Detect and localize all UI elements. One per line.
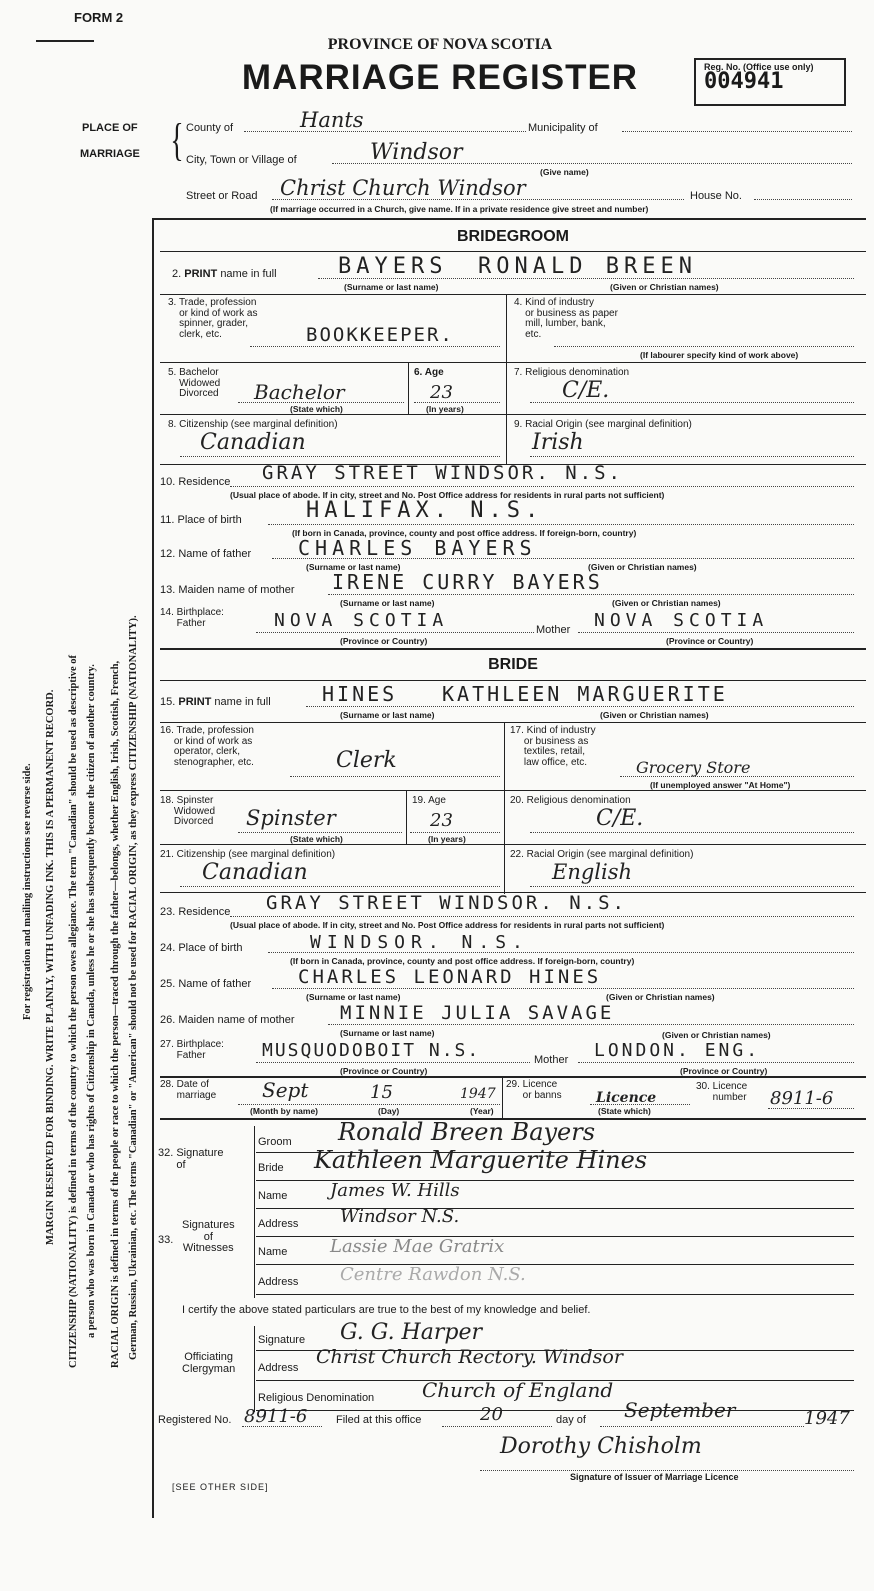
filed-label: Filed at this office [336, 1414, 422, 1426]
groom-vdiv-4 [506, 414, 507, 464]
bride-rule-2 [160, 722, 866, 723]
groom-bp-mother-note: (Province or Country) [666, 636, 754, 646]
groom-status-line [238, 402, 404, 403]
bride-mother-sn-note: (Surname or last name) [340, 1028, 435, 1038]
groom-trade-label: 3. Trade, profession or kind of work as spinner, grader, clerk, etc. [168, 297, 258, 340]
bride-section-title: BRIDE [488, 656, 538, 673]
groom-mother: IRENE CURRY BAYERS [332, 570, 603, 594]
groom-surname: BAYERS [338, 254, 448, 279]
signature-vdiv [254, 1126, 255, 1298]
house-label: House No. [690, 190, 742, 202]
licence-number: 8911-6 [770, 1088, 834, 1109]
groom-vdiv-2 [408, 362, 409, 414]
bride-racial-label: 22. Racial Origin (see marginal definition) [510, 849, 694, 860]
margin-line-2: MARGIN RESERVED FOR BINDING. WRITE PLAINLY, WITH UNFADING INK. THIS IS A PERMANENT RECORD. [45, 689, 56, 1245]
groom-father-label: 12. Name of father [160, 548, 252, 560]
street-value: Christ Church Windsor [280, 176, 526, 200]
bride-bp-mother-note: (Province or Country) [680, 1066, 768, 1076]
groom-signature: Ronald Breen Bayers [338, 1118, 596, 1146]
bride-given-note: (Given or Christian names) [600, 710, 709, 720]
groom-trade: BOOKKEEPER. [306, 324, 454, 346]
clergy-religion-line [256, 1410, 854, 1411]
bride-print-num: 15. [160, 696, 176, 708]
bride-age: 23 [430, 810, 453, 831]
groom-citizenship: Canadian [200, 430, 306, 455]
groom-mother-gn-note: (Given or Christian names) [612, 598, 721, 608]
groom-residence: GRAY STREET WINDSOR. N.S. [262, 462, 623, 484]
licence-number-label: 30. Licence number [696, 1081, 748, 1103]
w2-name: Lassie Mae Gratrix [330, 1236, 505, 1257]
w2-address-label: Address [258, 1276, 299, 1288]
groom-racial: Irish [532, 430, 584, 455]
groom-religion-line [530, 402, 854, 403]
registered-label: Registered No. [158, 1414, 232, 1426]
form-top-border [152, 218, 866, 220]
bride-birth: WINDSOR. N.S. [310, 932, 529, 953]
w1-address: Windsor N.S. [340, 1206, 460, 1227]
groom-status-label: 5. Bachelor Widowed Divorced [168, 367, 221, 399]
form-left-border [152, 218, 154, 1518]
bride-print-label [160, 696, 271, 708]
form-number: FORM 2 [74, 10, 124, 25]
licence-value: Licence [596, 1090, 657, 1106]
bride-citizenship: Canadian [202, 860, 308, 885]
bride-mother: MINNIE JULIA SAVAGE [340, 1002, 615, 1024]
licence-label: 29. Licence or banns [506, 1079, 562, 1101]
bride-residence: GRAY STREET WINDSOR. N.S. [266, 892, 627, 914]
filed-month-line [600, 1426, 804, 1427]
reg-number-box [694, 58, 846, 106]
groom-print-label [172, 268, 277, 280]
margin-line-4: a person who was born in Canada or who has rights of Citizenship in Canada, unless he or she has subsequently become the citizen of another country. [86, 664, 97, 1338]
bride-religion-line [530, 832, 854, 833]
county-label: County of [186, 122, 234, 134]
bride-status: Spinster [246, 806, 336, 830]
bride-father-sn-note: (Surname or last name) [306, 992, 401, 1002]
bride-bp-father-note: (Province or Country) [340, 1066, 428, 1076]
date-label: 28. Date of marriage [160, 1079, 217, 1101]
filed-day: 20 [480, 1404, 503, 1425]
street-note: (If marriage occurred in a Church, give name. If in a private residence give street and number) [270, 204, 649, 214]
bride-rule-4 [160, 844, 866, 845]
bride-father-label: 25. Name of father [160, 978, 252, 990]
county-line [244, 131, 526, 132]
certify-text: I certify the above stated particulars are true to the best of my knowledge and belief. [182, 1304, 591, 1316]
bride-residence-label: 23. Residence [160, 906, 231, 918]
date-line [238, 1104, 500, 1105]
bride-father-line [272, 988, 854, 989]
groom-bp-mother: NOVA SCOTIA [594, 610, 769, 631]
margin-line-1: For registration and mailing instructions see reverse side. [22, 763, 33, 1020]
bride-mother-label: 26. Maiden name of mother [160, 1014, 295, 1026]
bride-citizenship-label: 21. Citizenship (see marginal definition) [160, 849, 336, 860]
witness-label: Signatures of Witnesses [182, 1219, 235, 1255]
groom-mother-sn-note: (Surname or last name) [340, 598, 435, 608]
groom-industry-line [554, 346, 854, 347]
clergy-address-label: Address [258, 1362, 299, 1374]
groom-end-rule [160, 648, 866, 650]
bride-print-bold: PRINT [178, 696, 212, 708]
bride-bp-mother-label: Mother [534, 1054, 569, 1066]
bride-print-rest: name in full [214, 696, 271, 708]
date-day-note: (Day) [378, 1106, 400, 1116]
groom-residence-note: (Usual place of abode. If in city, street and No. Post Office address for residents in rural parts not sufficient) [230, 490, 665, 500]
bride-industry-line [620, 776, 854, 777]
bride-signature: Kathleen Marguerite Hines [314, 1146, 648, 1174]
groom-birth-line [268, 524, 854, 525]
groom-given-note: (Given or Christian names) [610, 282, 719, 292]
w2-name-label: Name [258, 1246, 288, 1258]
city-value: Windsor [370, 140, 463, 165]
signature-label: 32. Signature of [158, 1147, 224, 1171]
w2-address: Centre Rawdon N.S. [340, 1264, 526, 1285]
bride-trade-label: 16. Trade, profession or kind of work as operator, clerk, stenographer, etc. [160, 725, 254, 768]
groom-vdiv-3 [506, 362, 507, 414]
margin-line-6: German, Russian, Ukrainian, etc. The terms "Canadian" or "American" should not be used for RACIAL ORIGIN, as they express CITIZENSHIP (NATIONALITY). [128, 615, 139, 1360]
bride-surname: HINES [322, 682, 398, 706]
bride-religion-label: 20. Religious denomination [510, 795, 631, 806]
groom-bp-father-note: (Province or Country) [340, 636, 428, 646]
margin-line-5: RACIAL ORIGIN is defined in terms of the people or race to which the person—traced through the father—belongs, whether English, Irish, Scottish, French, [110, 660, 121, 1368]
bride-given: KATHLEEN MARGUERITE [442, 682, 728, 706]
bride-industry-label: 17. Kind of industry or business as textiles, retail, law office, etc. [510, 725, 596, 768]
county-value: Hants [300, 108, 364, 132]
licence-number-line [768, 1108, 854, 1109]
licence-note: (State which) [598, 1106, 651, 1116]
clergy-sig-label: Signature [258, 1334, 306, 1346]
reg-number: 004941 [704, 69, 784, 94]
bride-mother-gn-note: (Given or Christian names) [662, 1030, 771, 1040]
bride-name-line [306, 706, 854, 707]
bride-vdiv-3 [504, 790, 505, 844]
house-line [754, 199, 852, 200]
clergy-vdiv [254, 1326, 255, 1412]
bride-age-note: (In years) [428, 834, 466, 844]
see-other-side: [SEE OTHER SIDE] [172, 1482, 269, 1492]
groom-bp-label: 14. Birthplace: Father [160, 607, 224, 629]
groom-surname-note: (Surname or last name) [344, 282, 439, 292]
municipality-line [622, 131, 852, 132]
bride-bp-mother-line [578, 1062, 854, 1063]
groom-bp-mother-line [578, 632, 854, 633]
filed-year: 1947 [804, 1408, 850, 1429]
groom-citizenship-label: 8. Citizenship (see marginal definition) [168, 419, 338, 430]
groom-industry-note: (If labourer specify kind of work above) [640, 350, 799, 360]
issuer-signature: Dorothy Chisholm [500, 1434, 702, 1459]
bride-bp-mother: LONDON. ENG. [594, 1040, 761, 1061]
groom-religion-label: 7. Religious denomination [514, 367, 630, 378]
groom-mother-line [328, 594, 854, 595]
clergy-signature: G. G. Harper [340, 1320, 482, 1345]
groom-religion: C/E. [562, 378, 610, 403]
bride-vdiv-1 [504, 722, 505, 790]
bride-state-note: (State which) [290, 834, 343, 844]
licence-vdiv [502, 1076, 503, 1118]
bride-bp-label: 27. Birthplace: Father [160, 1039, 224, 1061]
bride-residence-line [230, 916, 854, 917]
groom-status: Bachelor [254, 380, 345, 404]
groom-print-bold: PRINT [184, 268, 218, 280]
bride-citizenship-line [180, 886, 500, 887]
street-label: Street or Road [186, 190, 258, 202]
groom-title-rule [160, 251, 866, 252]
groom-birth-label: 11. Place of birth [160, 514, 242, 526]
filed-month: September [624, 1398, 736, 1422]
bride-religion: C/E. [596, 806, 644, 831]
licence-line [590, 1104, 690, 1105]
w1-address-label: Address [258, 1218, 299, 1230]
groom-age-note: (In years) [426, 404, 464, 414]
bride-birth-label: 24. Place of birth [160, 942, 243, 954]
groom-bp-mother-label: Mother [536, 624, 571, 636]
clergy-label: Officiating Clergyman [182, 1351, 236, 1375]
groom-section-title: BRIDEGROOM [457, 228, 569, 245]
groom-residence-label: 10. Residence [160, 476, 231, 488]
bride-trade-line [290, 776, 500, 777]
bride-residence-note: (Usual place of abode. If in city, street and No. Post Office address for residents in rural parts not sufficient) [230, 920, 665, 930]
groom-trade-line [250, 346, 500, 347]
w1-name-label: Name [258, 1190, 288, 1202]
bride-vdiv-2 [406, 790, 407, 844]
place-brace: { [170, 114, 184, 165]
bride-rule-3 [160, 790, 866, 791]
groom-citizenship-line [180, 456, 500, 457]
date-year: 1947 [460, 1086, 496, 1102]
groom-father-sn-note: (Surname or last name) [306, 562, 401, 572]
give-name-note: (Give name) [540, 167, 589, 177]
groom-rule-3 [160, 362, 866, 363]
municipality-label: Municipality of [528, 122, 598, 134]
bride-vdiv-4 [504, 844, 505, 894]
groom-bp-father-line [256, 632, 534, 633]
groom-rule-2 [160, 294, 866, 295]
registered-line [242, 1426, 322, 1427]
issuer-label: Signature of Issuer of Marriage Licence [570, 1472, 739, 1482]
date-month: Sept [262, 1078, 309, 1102]
groom-print-rest: name in full [220, 268, 277, 280]
bride-mother-line [328, 1024, 854, 1025]
date-month-note: (Month by name) [250, 1106, 318, 1116]
groom-bp-father: NOVA SCOTIA [274, 610, 449, 631]
groom-residence-line [230, 486, 854, 487]
w1-name: James W. Hills [330, 1180, 460, 1201]
groom-state-note: (State which) [290, 404, 343, 414]
witness-num: 33. [158, 1234, 174, 1246]
reg-number-label: Reg. No. (Office use only) [704, 62, 814, 72]
bride-trade: Clerk [336, 748, 397, 773]
groom-father-gn-note: (Given or Christian names) [588, 562, 697, 572]
bride-status-line [238, 832, 402, 833]
bride-racial: English [552, 860, 633, 884]
place-heading-1: PLACE OF [82, 122, 138, 134]
margin-line-3: CITIZENSHIP (NATIONALITY) is defined in terms of the country to which the person owes allegiance. The term "Canadian" should be used as descriptive of [68, 654, 79, 1368]
bride-age-line [410, 832, 500, 833]
city-label: City, Town or Village of [186, 154, 297, 166]
province-heading: PROVINCE OF NOVA SCOTIA [327, 36, 553, 53]
filed-day-line [442, 1426, 552, 1427]
groom-sig-label: Groom [258, 1136, 292, 1148]
groom-rule-4 [160, 414, 866, 415]
place-heading-2: MARRIAGE [80, 148, 140, 160]
groom-age-label: 6. Age [414, 367, 444, 378]
groom-birth: HALIFAX. N.S. [306, 498, 544, 523]
bride-bp-father-line [256, 1062, 530, 1063]
issuer-line [480, 1470, 854, 1471]
groom-age-line [414, 402, 500, 403]
groom-print-num: 2. [172, 268, 182, 280]
form-title: MARRIAGE REGISTER [241, 58, 639, 97]
bride-sig-label: Bride [258, 1162, 284, 1174]
header-dash [36, 40, 94, 42]
bride-status-label: 18. Spinster Widowed Divorced [160, 795, 216, 827]
groom-father: CHARLES BAYERS [298, 536, 537, 560]
date-year-note: (Year) [470, 1106, 494, 1116]
groom-racial-label: 9. Racial Origin (see marginal definition) [514, 419, 692, 430]
groom-vdiv-1 [506, 294, 507, 362]
bride-industry-note: (If unemployed answer "At Home") [650, 780, 791, 790]
bride-racial-line [530, 886, 854, 887]
groom-birth-note: (If born in Canada, province, county and post office address. If foreign-born, country) [292, 528, 637, 538]
groom-given: RONALD BREEN [478, 254, 697, 279]
clergy-religion: Church of England [422, 1378, 614, 1402]
groom-industry-label: 4. Kind of industry or business as paper mill, lumber, bank, etc. [514, 297, 618, 340]
groom-mother-label: 13. Maiden name of mother [160, 584, 295, 596]
w2-address-line [256, 1294, 854, 1295]
groom-racial-line [530, 456, 854, 457]
day-of-label: day of [556, 1414, 586, 1426]
registered-no: 8911-6 [244, 1406, 308, 1427]
bride-age-label: 19. Age [412, 795, 446, 806]
groom-age: 23 [430, 382, 453, 403]
bride-industry: Grocery Store [636, 758, 751, 777]
bride-father-gn-note: (Given or Christian names) [606, 992, 715, 1002]
date-day: 15 [370, 1082, 393, 1103]
clergy-address: Christ Church Rectory. Windsor [316, 1346, 623, 1368]
bride-bp-father: MUSQUODOBOIT N.S. [262, 1040, 481, 1061]
bride-title-rule [160, 680, 866, 681]
bride-birth-note: (If born in Canada, province, county and post office address. If foreign-born, country) [290, 956, 635, 966]
bride-father: CHARLES LEONARD HINES [298, 966, 602, 988]
bride-surname-note: (Surname or last name) [340, 710, 435, 720]
clergy-religion-label: Religious Denomination [258, 1392, 375, 1404]
